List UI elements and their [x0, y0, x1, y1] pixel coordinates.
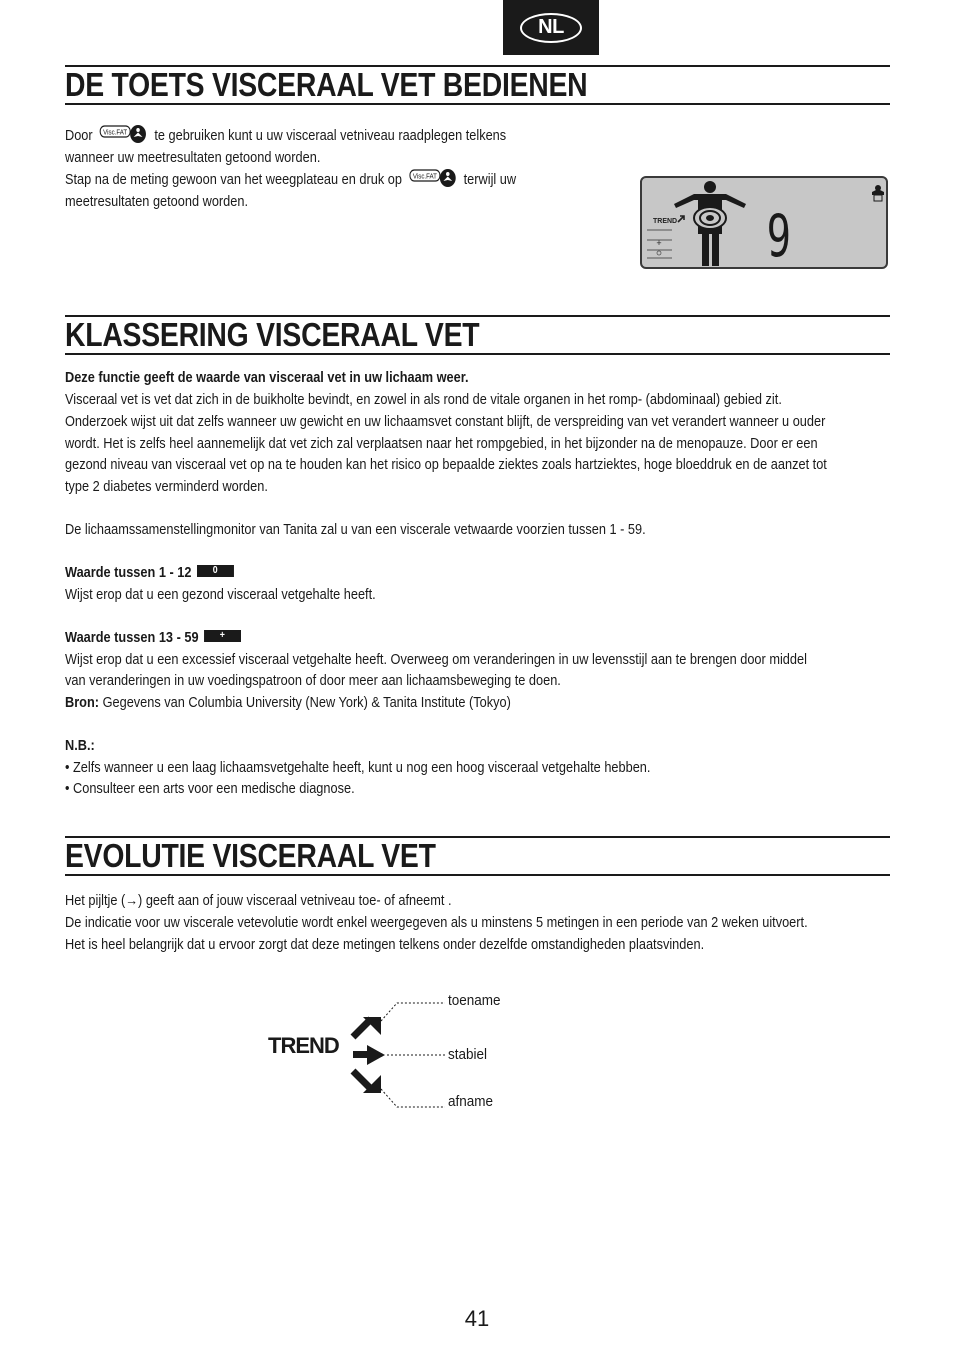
trend-label-decrease: afname [448, 1093, 494, 1110]
trend-diagram [265, 985, 525, 1115]
paragraph-line: De indicatie voor uw viscerale vetevolutie wordt enkel weergegeven als u minstens 5 metingen in een periode van 2 weken uitvoert. [65, 915, 808, 931]
range2-heading [65, 628, 241, 650]
segment-scale-icon [647, 230, 672, 258]
paragraph-line: type 2 diabetes verminderd worden. [65, 479, 268, 495]
range-line: De lichaamssamenstellingmonitor van Tanita zal u van een viscerale vetwaarde voorzien tussen 1 - 59. [65, 522, 646, 538]
trend-down-arrow-icon [353, 1071, 381, 1093]
paragraph-line: Het is heel belangrijk dat u ervoor zorgt dat deze metingen telkens onder dezelfde omstandigheden plaatsvinden. [65, 937, 705, 953]
paragraph-line: van veranderingen in uw voedingspatroon of door meer aan lichaamsbeweging te doen. [65, 673, 561, 689]
intro-text [65, 368, 469, 390]
source-label: Bron: [65, 695, 100, 711]
language-code: NL [520, 13, 582, 43]
source-line [65, 693, 511, 715]
trend-stable-arrow-icon [353, 1045, 385, 1065]
language-tab [503, 0, 599, 55]
healthy-level-badge: 0 [197, 565, 234, 577]
text-fragment: terwijl uw [463, 172, 517, 188]
paragraph-line: Visceraal vet is vet dat zich in de buikholte bevindt, en zowel in als rond de vitale organen in het romp- (abdominaal) gebied zit. [65, 392, 782, 408]
paragraph-line [65, 170, 516, 192]
page-number: 41 [464, 1306, 490, 1331]
visceral-fat-indicator-icon [872, 185, 884, 201]
text-fragment: Stap na de meting gewoon van het weegplateau en druk op [65, 172, 402, 188]
plus-mark: + [656, 238, 662, 248]
range1-text: Wijst erop dat u een gezond visceraal vetgehalte heeft. [65, 587, 376, 603]
leader-line-down [381, 1089, 445, 1107]
trend-label-stable: stabiel [448, 1046, 488, 1063]
paragraph-line: meetresultaten getoond worden. [65, 194, 249, 210]
body-figure-icon [674, 181, 746, 266]
trend-word: TREND [268, 1033, 339, 1058]
paragraph-line: gezond niveau van visceraal vet op na te houden kan het risico op bepaalde ziektes zoals hartziektes, hoge bloeddruk en de aanzet tot [65, 457, 827, 473]
nb-item: • Consulteer een arts voor een medische diagnose. [65, 781, 355, 797]
visc-fat-button-icon [100, 124, 148, 144]
excessive-level-badge: + [204, 630, 241, 642]
visc-fat-button-icon [409, 168, 457, 188]
button-label: Visc.FAT [412, 173, 437, 181]
leader-line-up [381, 1003, 445, 1021]
source-text: Gegevens van Columbia University (New York) & Tanita Institute (Tokyo) [102, 695, 511, 711]
range2-label: Waarde tussen 13 - 59 [65, 630, 199, 646]
trend-label: TREND [653, 218, 678, 225]
intro-bold: Deze functie geeft de waarde van visceraal vet in uw lichaam weer. [65, 370, 469, 386]
range1-label: Waarde tussen 1 - 12 [65, 565, 192, 581]
paragraph-line: wordt. Het is zelfs heel aannemelijk dat vet zich zal verplaatsen naar het rompgebied, in het bijzonder na de menopauze. Door er een [65, 436, 818, 452]
visceral-fat-value: 9 [766, 202, 792, 267]
scale-display-illustration [640, 176, 888, 269]
section-title: KLASSERING VISCERAAL VET [65, 316, 480, 353]
section-title: EVOLUTIE VISCERAAL VET [65, 837, 436, 874]
nb-label: N.B.: [65, 738, 95, 754]
trend-up-arrow-icon [678, 216, 684, 222]
paragraph-line: Onderzoek wijst uit dat zelfs wanneer uw gewicht en uw lichaamsvet constant blijft, de verspreiding van vet verandert wanneer u ouder [65, 414, 826, 430]
nb-item: • Zelfs wanneer u een laag lichaamsvetgehalte heeft, kunt u nog een hoog visceraal vetgehalte hebben. [65, 760, 651, 776]
section-heading-evolution [65, 836, 890, 876]
button-label: Visc.FAT [103, 129, 128, 137]
section-heading-button-usage [65, 65, 890, 105]
paragraph-line: Het pijltje (→) geeft aan of jouw visceraal vetniveau toe- of afneemt . [65, 893, 452, 909]
trend-up-arrow-icon [353, 1017, 381, 1037]
paragraph-line [65, 126, 506, 148]
section-title: DE TOETS VISCERAAL VET BEDIENEN [65, 66, 588, 103]
display-graphic [642, 178, 886, 267]
range1-heading [65, 563, 234, 585]
text-fragment: Door [65, 128, 93, 144]
paragraph-line: wanneer uw meetresultaten getoond worden. [65, 150, 321, 166]
nb-heading [65, 736, 95, 758]
section-heading-classification [65, 315, 890, 355]
text-fragment: te gebruiken kunt u uw visceraal vetniveau raadplegen telkens [154, 128, 507, 144]
paragraph-line: Wijst erop dat u een excessief visceraal vetgehalte heeft. Overweeg om veranderingen in uw levensstijl aan te brengen door middel [65, 652, 807, 668]
trend-label-increase: toename [448, 992, 501, 1009]
